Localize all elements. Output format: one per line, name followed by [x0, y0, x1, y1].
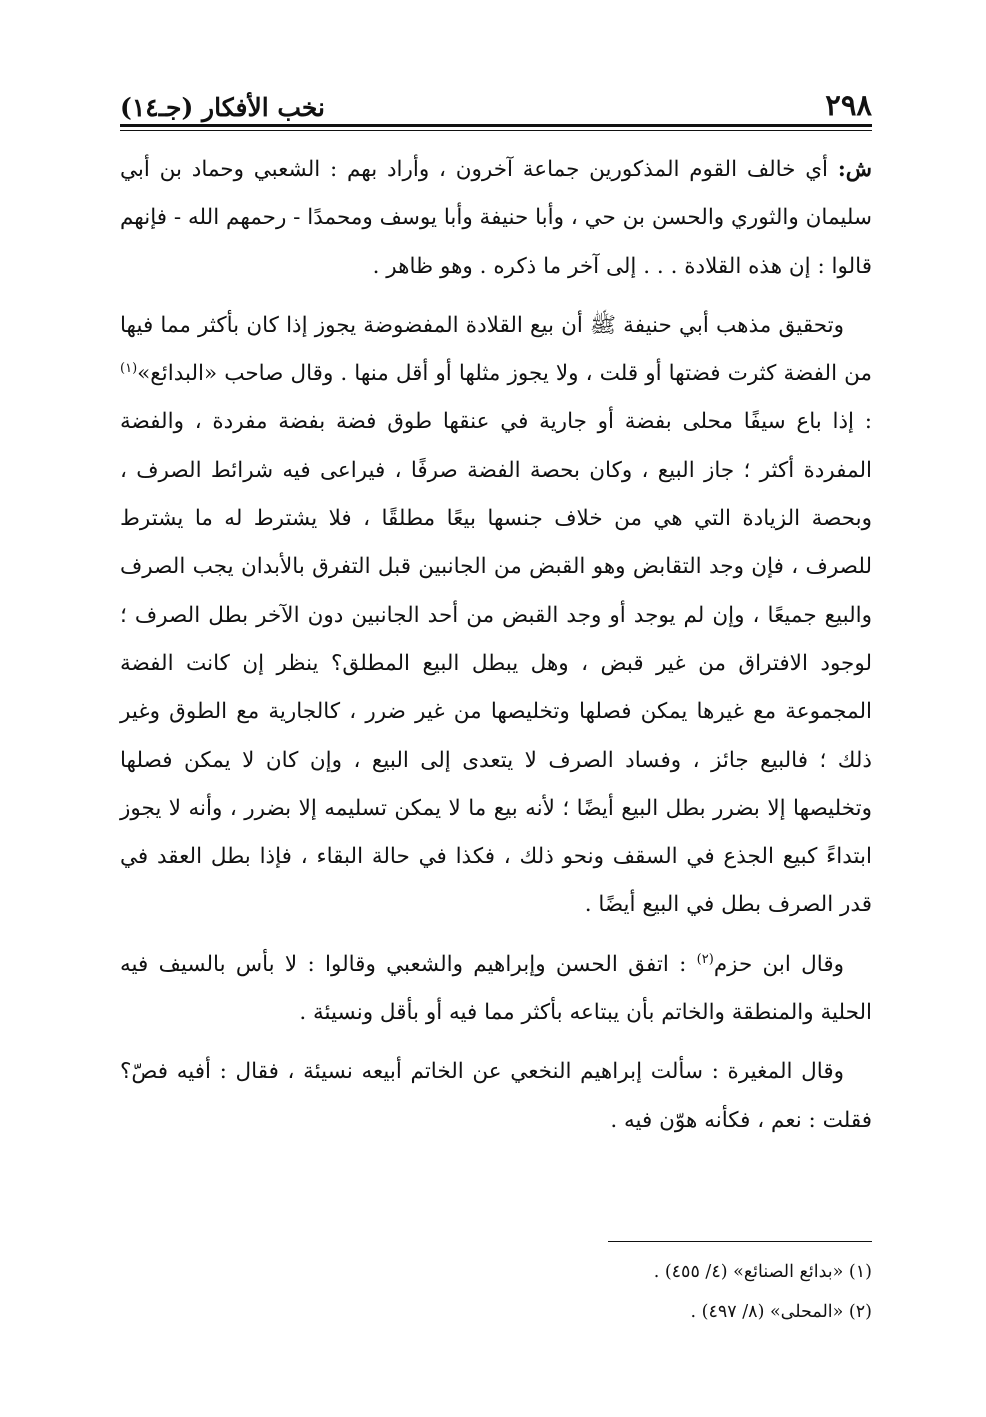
paragraph-text: : اتفق الحسن وإبراهيم والشعبي وقالوا : لا بأس بالسيف فيه الحلية والمنطقة والخاتم بأن يبتاعه بأكثر مما فيه أو بأقل ونسيئة . [120, 951, 872, 1026]
page-header [120, 82, 872, 122]
running-title: نخب الأفكار (جـ١٤) [120, 93, 326, 122]
paragraph-text: وقال المغيرة : سألت إبراهيم النخعي عن الخاتم أبيعه نسيئة ، فقال : أفيه فصّ؟ فقلت : نعم ، فكأنه هوّن فيه . [120, 1059, 872, 1133]
paragraph-commentary [120, 146, 872, 291]
header-rule-thin [120, 130, 872, 131]
commentary-label: ش: [837, 157, 872, 182]
footnote-ref-1[interactable]: (١) [120, 361, 138, 377]
header-rule-thick [120, 124, 872, 127]
paragraph-text: وتحقيق مذهب أبي حنيفة ﷺ أن بيع القلادة المفضوضة يجوز إذا كان بأكثر مما فيها من الفضة كثرت فضتها أو قلت ، ولا يجوز مثلها أو أقل منها . وقال صاحب «البدائع» [120, 312, 872, 387]
footnote-1: (١) «بدائع الصنائع» (٤/ ٤٥٥) . [653, 1262, 872, 1282]
paragraph-abu-hanifa [120, 302, 872, 930]
footnote-separator [608, 1241, 872, 1242]
page-number: ٢٩٨ [825, 88, 872, 122]
footnote-2: (٢) «المحلى» (٨/ ٤٩٧) . [690, 1302, 872, 1322]
paragraph-mughira [120, 1048, 872, 1145]
footnotes [120, 1252, 872, 1332]
main-text [120, 146, 872, 1156]
commentary-text: أي خالف القوم المذكورين جماعة آخرون ، وأراد بهم : الشعبي وحماد بن أبي سليمان والثوري والحسن بن حي ، وأبا حنيفة وأبا يوسف ومحمدًا - رحمهم الله - فإنهم قالوا : إن هذه القلادة . . . إلى آخر ما ذكره . وهو ظاهر . [120, 157, 872, 279]
paragraph-text: وقال ابن حزم [713, 951, 844, 977]
footnote-ref-2[interactable]: (٢) [696, 951, 714, 967]
paragraph-text: : إذا باع سيفًا محلى بفضة أو جارية في عنقها طوق فضة بفضة مفردة ، والفضة المفردة أكثر ؛ جاز البيع ، وكان بحصة الفضة صرفًا ، فيراعى فيه شرائط الصرف ، وبحصة الزيادة التي هي من خلاف جنسها بيعًا مطلقًا ، فلا يشترط له ما يشترط للصرف ، فإن وجد التقابض وهو القبض من الجانبين قبل التفرق بالأبدان يجب الصرف والبيع جميعًا ، وإن لم يوجد أو وجد القبض من أحد الجانبين دون الآخر بطل الصرف ؛ لوجود الافتراق من غير قبض ، وهل يبطل البيع المطلق؟ ينظر إن كانت الفضة المجموعة مع غيرها يمكن فصلها وتخليصها من غير ضرر ، كالجارية مع الطوق وغير ذلك ؛ فالبيع جائز ، وفساد الصرف لا يتعدى إلى البيع ، وإن كان لا يمكن فصلها وتخليصها إلا بضرر بطل البيع أيضًا ؛ لأنه بيع ما لا يمكن تسليمه إلا بضرر ، وأنه لا يجوز ابتداءً كبيع الجذع في السقف ونحو ذلك ، فكذا في حالة البقاء ، فإذا بطل العقد في قدر الصرف بطل في البيع أيضًا . [120, 409, 872, 918]
paragraph-ibn-hazm [120, 941, 872, 1038]
